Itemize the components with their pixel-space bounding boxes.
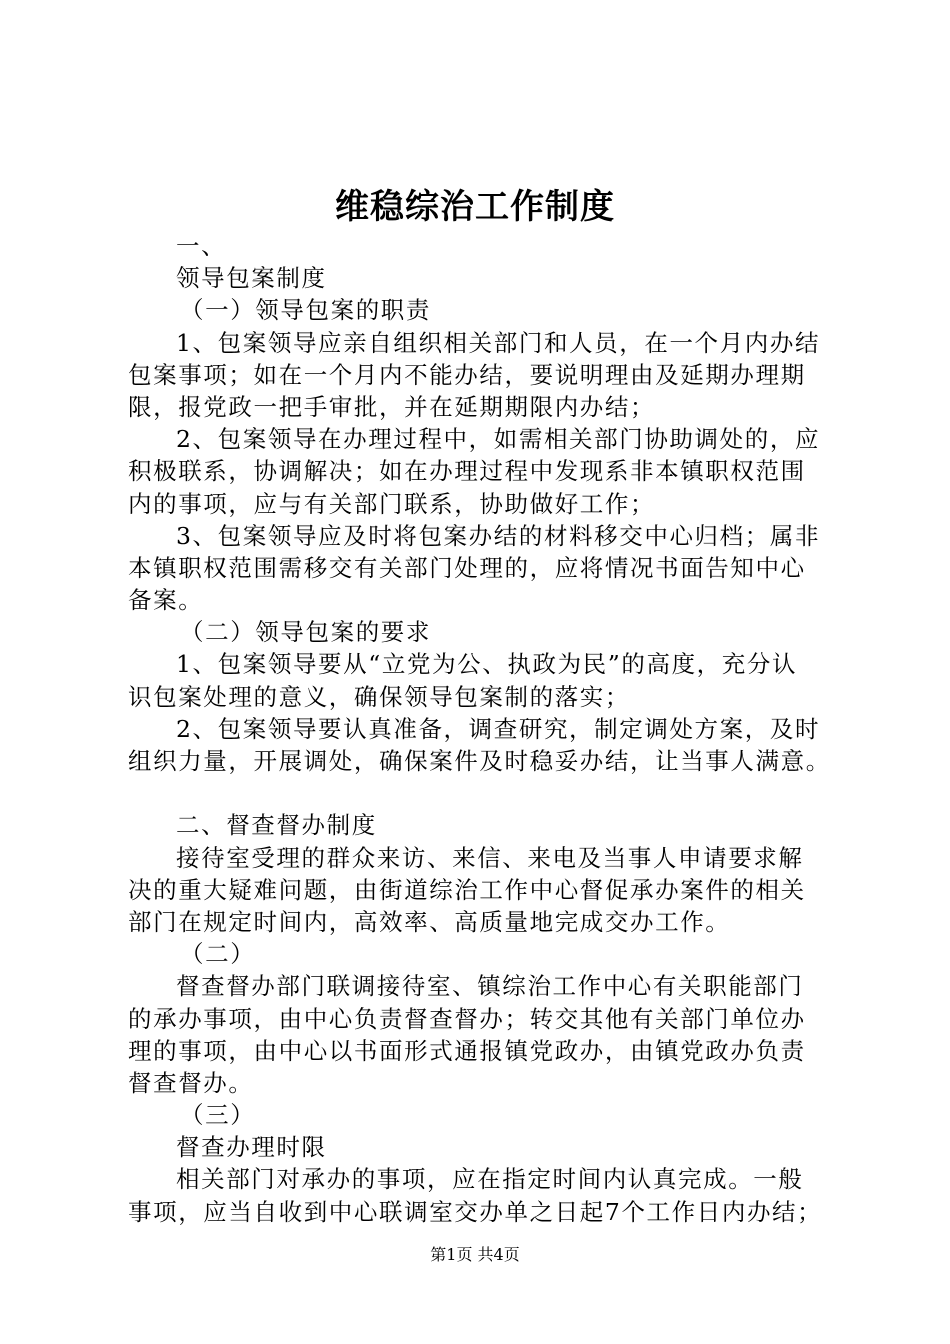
paragraph-line: 2、包案领导在办理过程中，如需相关部门协助调处的，应 <box>176 425 821 454</box>
paragraph-line: 限，报党政一把手审批，并在延期期限内办结； <box>128 392 656 421</box>
paragraph-line: 的承办事项，由中心负责督查督办；转交其他有关部门单位办 <box>128 1004 806 1033</box>
page-footer: 第1页 共4页 <box>430 1245 520 1264</box>
section-1-heading: 领导包案制度 <box>176 264 327 293</box>
paragraph-line: 组织力量，开展调处，确保案件及时稳妥办结，让当事人满意。 <box>128 747 831 775</box>
paragraph-line: 事项，应当自收到中心联调室交办单之日起7个工作日内办结； <box>128 1197 823 1226</box>
paragraph-line: 内的事项，应与有关部门联系，协助做好工作； <box>128 489 656 518</box>
paragraph-line: 包案事项；如在一个月内不能办结，要说明理由及延期办理期 <box>128 360 806 389</box>
paragraph-line: 3、包案领导应及时将包案办结的材料移交中心归档；属非 <box>176 521 821 550</box>
paragraph-line: 2、包案领导要认真准备，调查研究，制定调处方案，及时 <box>176 714 821 743</box>
paragraph-line: 相关部门对承办的事项，应在指定时间内认真完成。一般 <box>176 1165 804 1194</box>
document-title: 维稳综治工作制度 <box>335 187 615 227</box>
paragraph-line: 备案。 <box>128 586 204 615</box>
subsection-heading: （二）领导包案的要求 <box>180 618 431 647</box>
paragraph-line: 决的重大疑难问题，由街道综治工作中心督促承办案件的相关 <box>128 875 806 904</box>
blank-line <box>128 777 838 809</box>
paragraph-line: 识包案处理的意义，确保领导包案制的落实； <box>128 682 630 711</box>
paragraph-line: 部门在规定时间内，高效率、高质量地完成交办工作。 <box>128 907 731 936</box>
subsection-heading: （三） <box>180 1101 256 1130</box>
paragraph-line: 本镇职权范围需移交有关部门处理的，应将情况书面告知中心 <box>128 553 806 582</box>
paragraph-line: 积极联系，协调解决；如在办理过程中发现系非本镇职权范围 <box>128 457 806 486</box>
paragraph-line: 1、包案领导要从“立党为公、执政为民”的高度，充分认 <box>176 650 798 679</box>
paragraph-line: 督查督办。 <box>128 1068 254 1097</box>
paragraph-line: 接待室受理的群众来访、来信、来电及当事人申请要求解 <box>176 843 804 872</box>
subsection-heading: （一）领导包案的职责 <box>180 296 431 325</box>
document-body <box>128 230 838 1228</box>
section-2-heading: 二、督查督办制度 <box>176 811 377 840</box>
subsection-heading: 督查办理时限 <box>176 1133 327 1162</box>
subsection-heading: （二） <box>180 940 256 969</box>
section-1-number: 一、 <box>176 232 227 260</box>
paragraph-line: 理的事项，由中心以书面形式通报镇党政办，由镇党政办负责 <box>128 1036 806 1065</box>
paragraph-line: 1、包案领导应亲自组织相关部门和人员，在一个月内办结 <box>176 328 821 357</box>
paragraph-line: 督查督办部门联调接待室、镇综治工作中心有关职能部门 <box>176 972 804 1001</box>
